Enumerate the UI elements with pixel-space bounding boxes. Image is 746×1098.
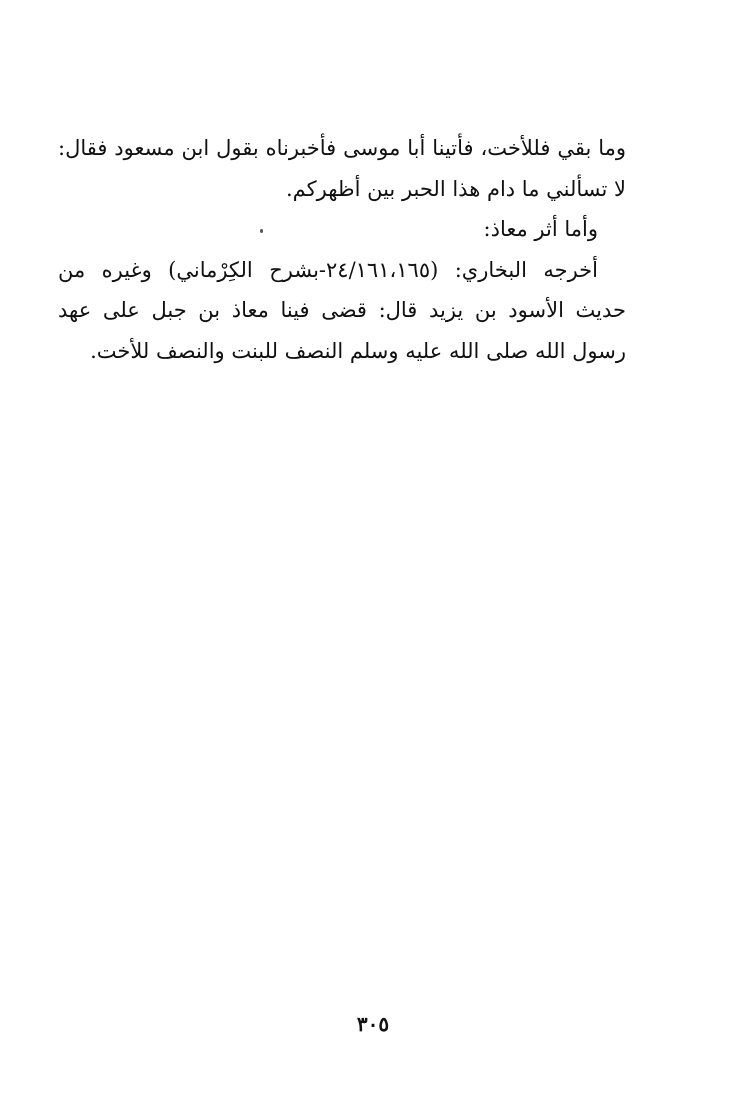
text-line-4: أخرجه البخاري: (٢٤/١٦١،١٦٥-بشرح الكِرْماني) وغيره من: [58, 257, 598, 282]
page-number: ٣٠٥: [356, 1012, 390, 1036]
text-line-6: رسول الله صلى الله عليه وسلم النصف للبنت والنصف للأخت.: [90, 338, 626, 363]
body-text: [58, 128, 626, 371]
text-line-1: وما بقي فللأخت، فأتينا أبا موسى فأخبرناه بقول ابن مسعود فقال:: [58, 136, 626, 160]
text-line-5: حديث الأسود بن يزيد قال: قضى فينا معاذ بن جبل على عهد: [58, 298, 626, 322]
section-heading: وأما أثر معاذ:: [483, 217, 598, 241]
text-line-2: لا تسألني ما دام هذا الحبر بين أظهركم.: [285, 176, 626, 201]
